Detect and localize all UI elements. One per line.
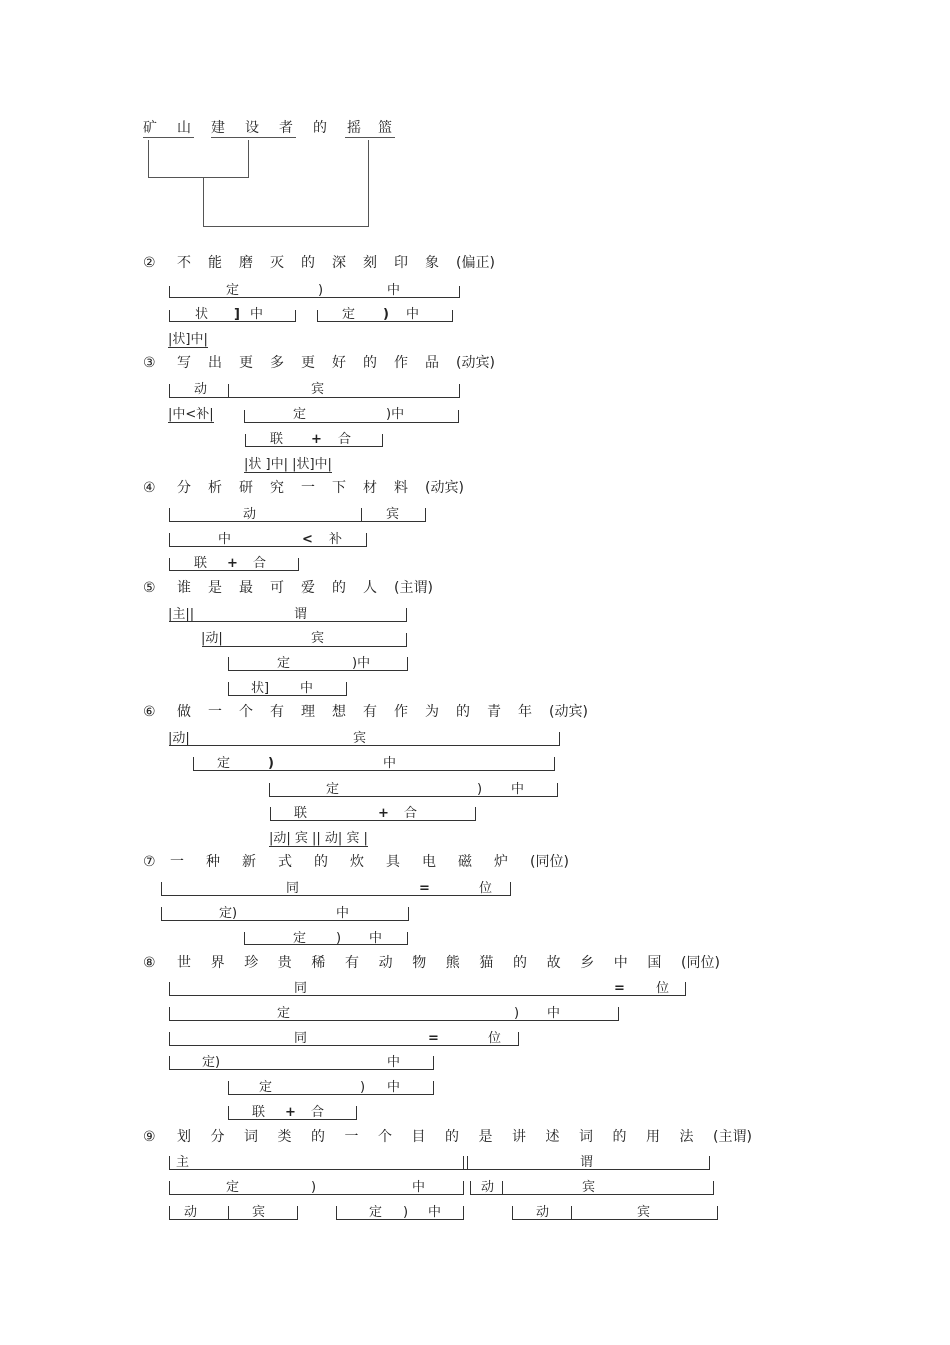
- word: 摇: [347, 120, 361, 136]
- item-number: ⑨: [143, 1129, 156, 1145]
- sentence-text: 做一个有理想有作为的青年(动宾): [177, 704, 588, 720]
- item-number: ④: [143, 480, 156, 496]
- sentence-text: 划分词类的一个目的是讲述词的用法(主谓): [177, 1129, 752, 1145]
- word: 篮: [378, 120, 392, 136]
- item-number: ⑦: [143, 854, 156, 870]
- word: 设: [245, 120, 259, 136]
- sentence-text: 分析研究一下材料(动宾): [177, 480, 464, 496]
- sentence-text: 世界珍贵稀有动物熊猫的故乡中国(同位): [177, 955, 720, 971]
- word: 建: [211, 120, 225, 136]
- sentence-text: 不能磨灭的深刻印象(偏正): [177, 255, 495, 271]
- item-number: ③: [143, 355, 156, 371]
- sentence-text: 谁是最可爱的人(主谓): [177, 580, 433, 596]
- word: 的: [313, 120, 327, 136]
- word: 者: [279, 120, 293, 136]
- word: 矿: [143, 120, 157, 136]
- sentence-text: 一种新式的炊具电磁炉(同位): [170, 854, 569, 870]
- sentence-text: 写出更多更好的作品(动宾): [177, 355, 495, 371]
- item-number: ②: [143, 255, 156, 271]
- item-number: ⑤: [143, 580, 156, 596]
- word: 山: [177, 120, 191, 136]
- item-number: ⑥: [143, 704, 156, 720]
- item-number: ⑧: [143, 955, 156, 971]
